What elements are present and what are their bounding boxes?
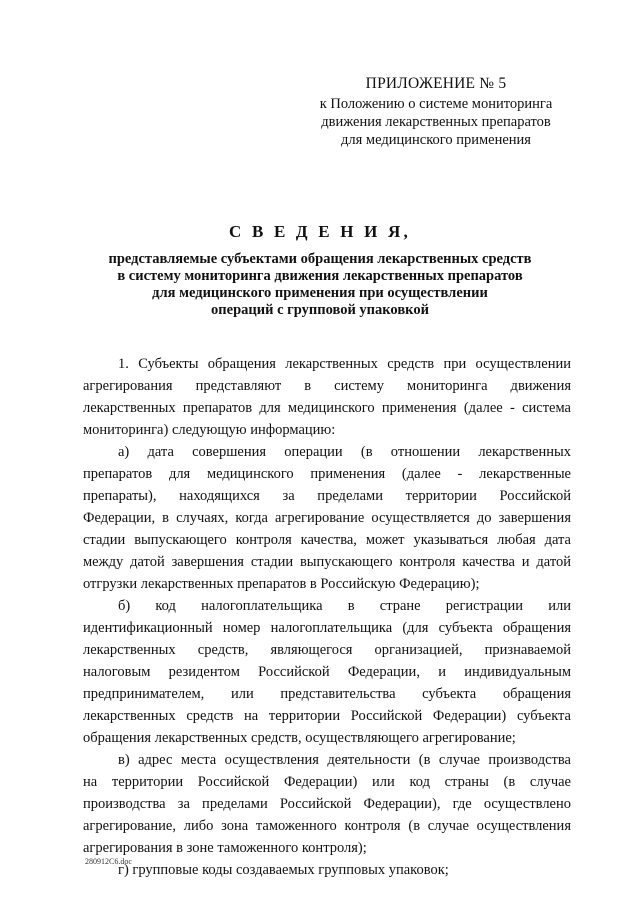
item-a-line: стадии выпускающего контроля качества, может указываться любая дата bbox=[83, 532, 571, 548]
item-c-line: на территории Российской Федерации) или код страны (в случае bbox=[83, 774, 571, 790]
item-c-line: агрегирование, либо зона таможенного контроля (в случае осуществления bbox=[83, 818, 571, 834]
file-reference: 280912C6.doc bbox=[85, 857, 132, 866]
heading-subtitle-line: операций с групповой упаковкой bbox=[211, 302, 429, 318]
item-a-line: между датой завершения стадии выпускающего контроля качества и датой bbox=[83, 554, 571, 570]
item-a-line: препаратов для медицинского применения (далее - лекарственные bbox=[83, 466, 571, 482]
item-a-line: препараты), находящихся за пределами территории Российской bbox=[83, 488, 571, 504]
appendix-line: движения лекарственных препаратов bbox=[321, 114, 551, 130]
paragraph-1-line: агрегирования представляют в систему мониторинга движения bbox=[83, 378, 571, 394]
item-c-line: производства за пределами Российской Федерации), где осуществлено bbox=[83, 796, 571, 812]
paragraph-1-line: 1. Субъекты обращения лекарственных средств при осуществлении bbox=[118, 356, 571, 372]
item-b-line: б) код налогоплательщика в стране регистрации или bbox=[118, 598, 571, 614]
paragraph-1-line: мониторинга) следующую информацию: bbox=[83, 422, 336, 438]
item-b-line: идентификационный номер налогоплательщика (для субъекта обращения bbox=[83, 620, 571, 636]
item-a-line: отгрузки лекарственных препаратов в Российскую Федерацию); bbox=[83, 576, 480, 592]
paragraph-1-line: лекарственных препаратов для медицинского применения (далее - система bbox=[83, 400, 571, 416]
appendix-line: для медицинского применения bbox=[341, 132, 531, 148]
item-a-line: Федерации, в случаях, когда агрегирование осуществляется до завершения bbox=[83, 510, 571, 526]
item-c-line: в) адрес места осуществления деятельности (в случае производства bbox=[118, 752, 571, 768]
appendix-title: ПРИЛОЖЕНИЕ № 5 bbox=[365, 75, 507, 92]
heading-subtitle-line: в систему мониторинга движения лекарственных препаратов bbox=[117, 268, 523, 284]
item-c-line: агрегирования в зоне таможенного контроля); bbox=[83, 840, 367, 856]
item-b-line: лекарственных средств, являющегося организацией, признаваемой bbox=[83, 642, 571, 658]
item-b-line: предпринимателем, или представительства субъекта обращения bbox=[83, 686, 571, 702]
appendix-line: к Положению о системе мониторинга bbox=[319, 96, 553, 112]
item-b-line: обращения лекарственных средств, осуществляющего агрегирование; bbox=[83, 730, 516, 746]
item-b-line: лекарственных средств на территории Российской Федерации) субъекта bbox=[83, 708, 571, 724]
heading-subtitle-line: представляемые субъектами обращения лекарственных средств bbox=[108, 251, 532, 267]
item-b-line: налоговым резидентом Российской Федерации, и индивидуальным bbox=[83, 664, 571, 680]
item-d-line: г) групповые коды создаваемых групповых упаковок; bbox=[118, 862, 449, 878]
heading-title: С В Е Д Е Н И Я, bbox=[229, 222, 411, 241]
heading-subtitle-line: для медицинского применения при осуществлении bbox=[152, 285, 488, 301]
item-a-line: а) дата совершения операции (в отношении лекарственных bbox=[118, 444, 571, 460]
